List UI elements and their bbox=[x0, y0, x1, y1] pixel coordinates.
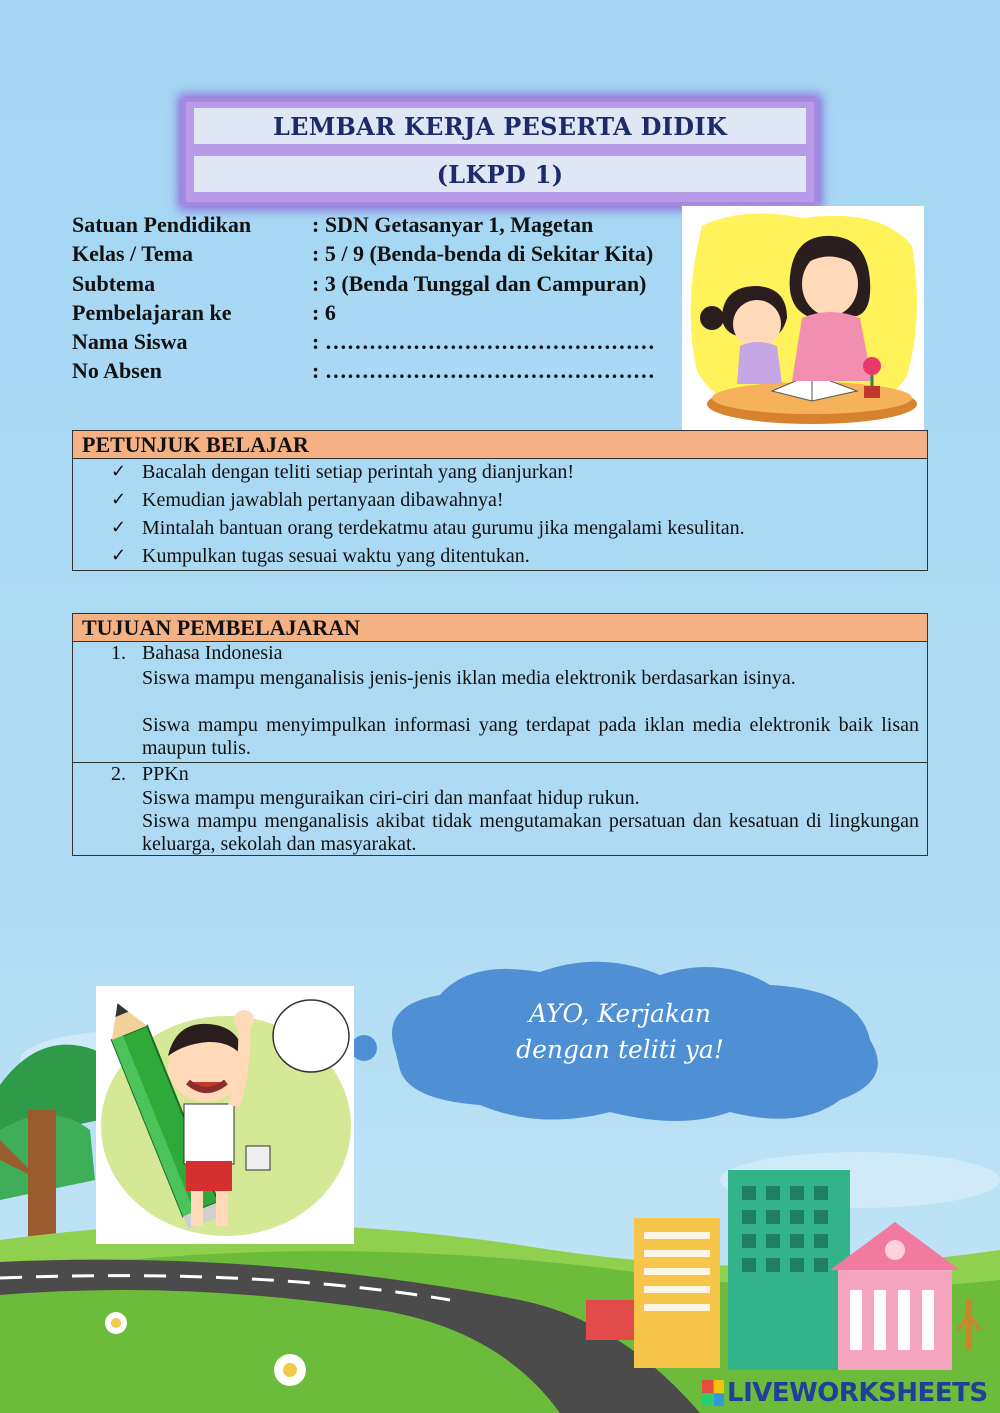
info-label: Kelas / Tema bbox=[72, 241, 194, 267]
info-value: : 5 / 9 (Benda-benda di Sekitar Kita) bbox=[312, 241, 654, 267]
checkmark-icon: ✓ bbox=[111, 545, 127, 566]
checkmark-icon: ✓ bbox=[111, 461, 127, 482]
petunjuk-heading: PETUNJUK BELAJAR bbox=[73, 431, 927, 459]
info-value: : 3 (Benda Tunggal dan Campuran) bbox=[312, 270, 647, 296]
worksheet-subtitle: (LKPD 1) bbox=[194, 156, 806, 192]
section-number: 1. bbox=[111, 642, 126, 664]
boy-with-pencil-illustration bbox=[96, 986, 354, 1244]
checkmark-icon: ✓ bbox=[111, 489, 127, 510]
petunjuk-list bbox=[73, 459, 927, 571]
section-number: 2. bbox=[111, 763, 126, 785]
speech-line-2: dengan teliti ya! bbox=[516, 1035, 724, 1064]
tujuan-section-bahasa-indonesia bbox=[73, 642, 927, 763]
list-item bbox=[73, 515, 927, 543]
list-item bbox=[73, 543, 927, 571]
mother-child-reading-illustration bbox=[682, 206, 924, 430]
worksheet-title: LEMBAR KERJA PESERTA DIDIK bbox=[194, 108, 806, 144]
info-value: : SDN Getasanyar 1, Magetan bbox=[312, 212, 594, 237]
liveworksheets-logo-icon bbox=[702, 1380, 724, 1406]
info-label: Subtema bbox=[72, 270, 156, 296]
tujuan-point: Siswa mampu menganalisis jenis-jenis iklan media elektronik berdasarkan isinya. bbox=[142, 667, 796, 689]
info-value: : 6 bbox=[312, 299, 336, 325]
tujuan-point: Siswa mampu menyimpulkan informasi yang terdapat pada iklan media elektronik baik lisan maupun tulis. bbox=[142, 714, 919, 759]
petunjuk-item-text: Bacalah dengan teliti setiap perintah yang dianjurkan! bbox=[142, 461, 575, 483]
liveworksheets-watermark[interactable] bbox=[702, 1378, 988, 1408]
nama-siswa-field[interactable]: : ……………………………………… bbox=[312, 329, 655, 355]
speech-line-1: AYO, Kerjakan bbox=[528, 999, 712, 1028]
petunjuk-item-text: Mintalah bantuan orang terdekatmu atau gurumu jika mengalami kesulitan. bbox=[142, 517, 745, 539]
info-label: Satuan Pendidikan bbox=[72, 212, 252, 237]
tujuan-section-ppkn bbox=[73, 763, 927, 857]
worksheet-header bbox=[182, 98, 818, 206]
list-item bbox=[73, 459, 927, 487]
info-label: Nama Siswa bbox=[72, 329, 188, 355]
tujuan-pembelajaran-box bbox=[72, 613, 928, 856]
tujuan-point: Siswa mampu menganalisis akibat tidak mengutamakan persatuan dan kesatuan di lingkungan keluarga, sekolah dan masyarakat. bbox=[142, 810, 919, 855]
checkmark-icon: ✓ bbox=[111, 517, 127, 538]
brand-name: LIVEWORKSHEETS bbox=[727, 1378, 988, 1408]
petunjuk-item-text: Kumpulkan tugas sesuai waktu yang ditentukan. bbox=[142, 545, 530, 567]
section-subject: PPKn bbox=[142, 763, 189, 785]
info-label: Pembelajaran ke bbox=[72, 299, 232, 325]
petunjuk-belajar-box bbox=[72, 430, 928, 571]
no-absen-field[interactable]: : ……………………………………… bbox=[312, 358, 655, 384]
list-item bbox=[73, 487, 927, 515]
encouragement-speech-bubble bbox=[470, 996, 770, 1068]
tujuan-heading: TUJUAN PEMBELAJARAN bbox=[73, 614, 927, 642]
petunjuk-item-text: Kemudian jawablah pertanyaan dibawahnya! bbox=[142, 489, 504, 511]
section-subject: Bahasa Indonesia bbox=[142, 642, 283, 664]
tujuan-point: Siswa mampu menguraikan ciri-ciri dan manfaat hidup rukun. bbox=[142, 787, 640, 809]
info-label: No Absen bbox=[72, 358, 162, 384]
